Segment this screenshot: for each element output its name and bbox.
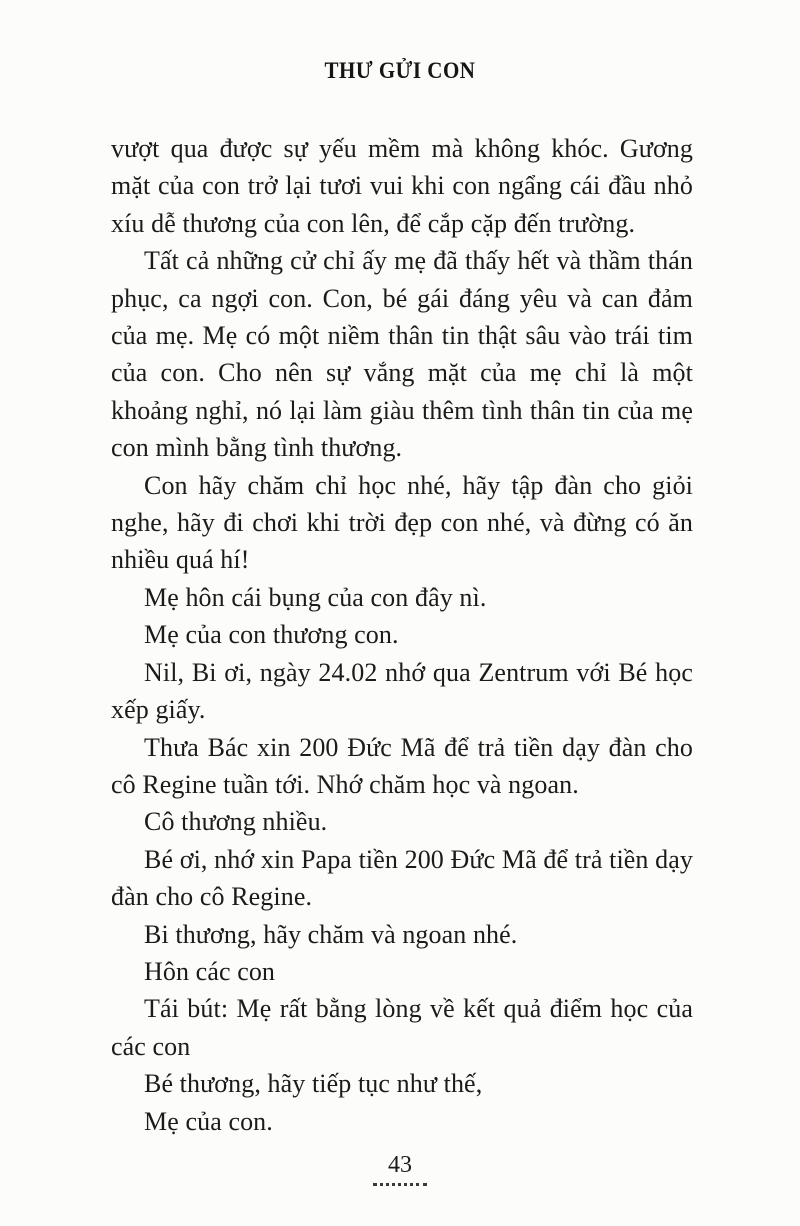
chapter-title: THƯ GỬI CON bbox=[324, 56, 476, 84]
paragraph: Tất cả những cử chỉ ấy mẹ đã thấy hết và thầm thán phục, ca ngợi con. Con, bé gái đáng yêu và can đảm của mẹ. Mẹ có một niềm thân tin thật sâu vào trái tim của con. Cho nên sự vắng mặt của mẹ chỉ là một khoảng nghỉ, nó lại làm giàu thêm tình thân tin của mẹ con mình bằng tình thương. bbox=[111, 246, 693, 463]
paragraph: Nil, Bi ơi, ngày 24.02 nhớ qua Zentrum với Bé học xếp giấy. bbox=[111, 657, 693, 725]
dotted-rule bbox=[373, 1183, 427, 1186]
paragraph: Tái bút: Mẹ rất bằng lòng về kết quả điểm học của các con bbox=[111, 994, 693, 1061]
paragraph: Mẹ của con thương con. bbox=[144, 620, 399, 650]
paragraph: Mẹ của con. bbox=[144, 1106, 273, 1136]
page-footer bbox=[0, 1153, 800, 1186]
text-block bbox=[111, 130, 693, 1140]
paragraph: Hôn các con bbox=[144, 956, 276, 986]
paragraph: Bi thương, hãy chăm và ngoan nhé. bbox=[144, 919, 518, 949]
paragraph: Mẹ hôn cái bụng của con đây nì. bbox=[144, 582, 487, 612]
paragraph: Bé thương, hãy tiếp tục như thế, bbox=[144, 1069, 483, 1099]
paragraph: Con hãy chăm chỉ học nhé, hãy tập đàn cho giỏi nghe, hãy đi chơi khi trời đẹp con nhé, và đừng có ăn nhiều quá hí! bbox=[111, 470, 693, 575]
paragraph: Bé ơi, nhớ xin Papa tiền 200 Đức Mã để trả tiền dạy đàn cho cô Regine. bbox=[111, 844, 693, 912]
paragraph: Cô thương nhiều. bbox=[144, 807, 328, 837]
paragraph: vượt qua được sự yếu mềm mà không khóc. Gương mặt của con trở lại tươi vui khi con ngẩng cái đầu nhỏ xíu dễ thương của con lên, để cắp cặp đến trường. bbox=[111, 134, 693, 238]
page-number: 43 bbox=[388, 1152, 412, 1178]
paragraph: Thưa Bác xin 200 Đức Mã để trả tiền dạy đàn cho cô Regine tuần tới. Nhớ chăm học và ngoan. bbox=[111, 732, 693, 799]
